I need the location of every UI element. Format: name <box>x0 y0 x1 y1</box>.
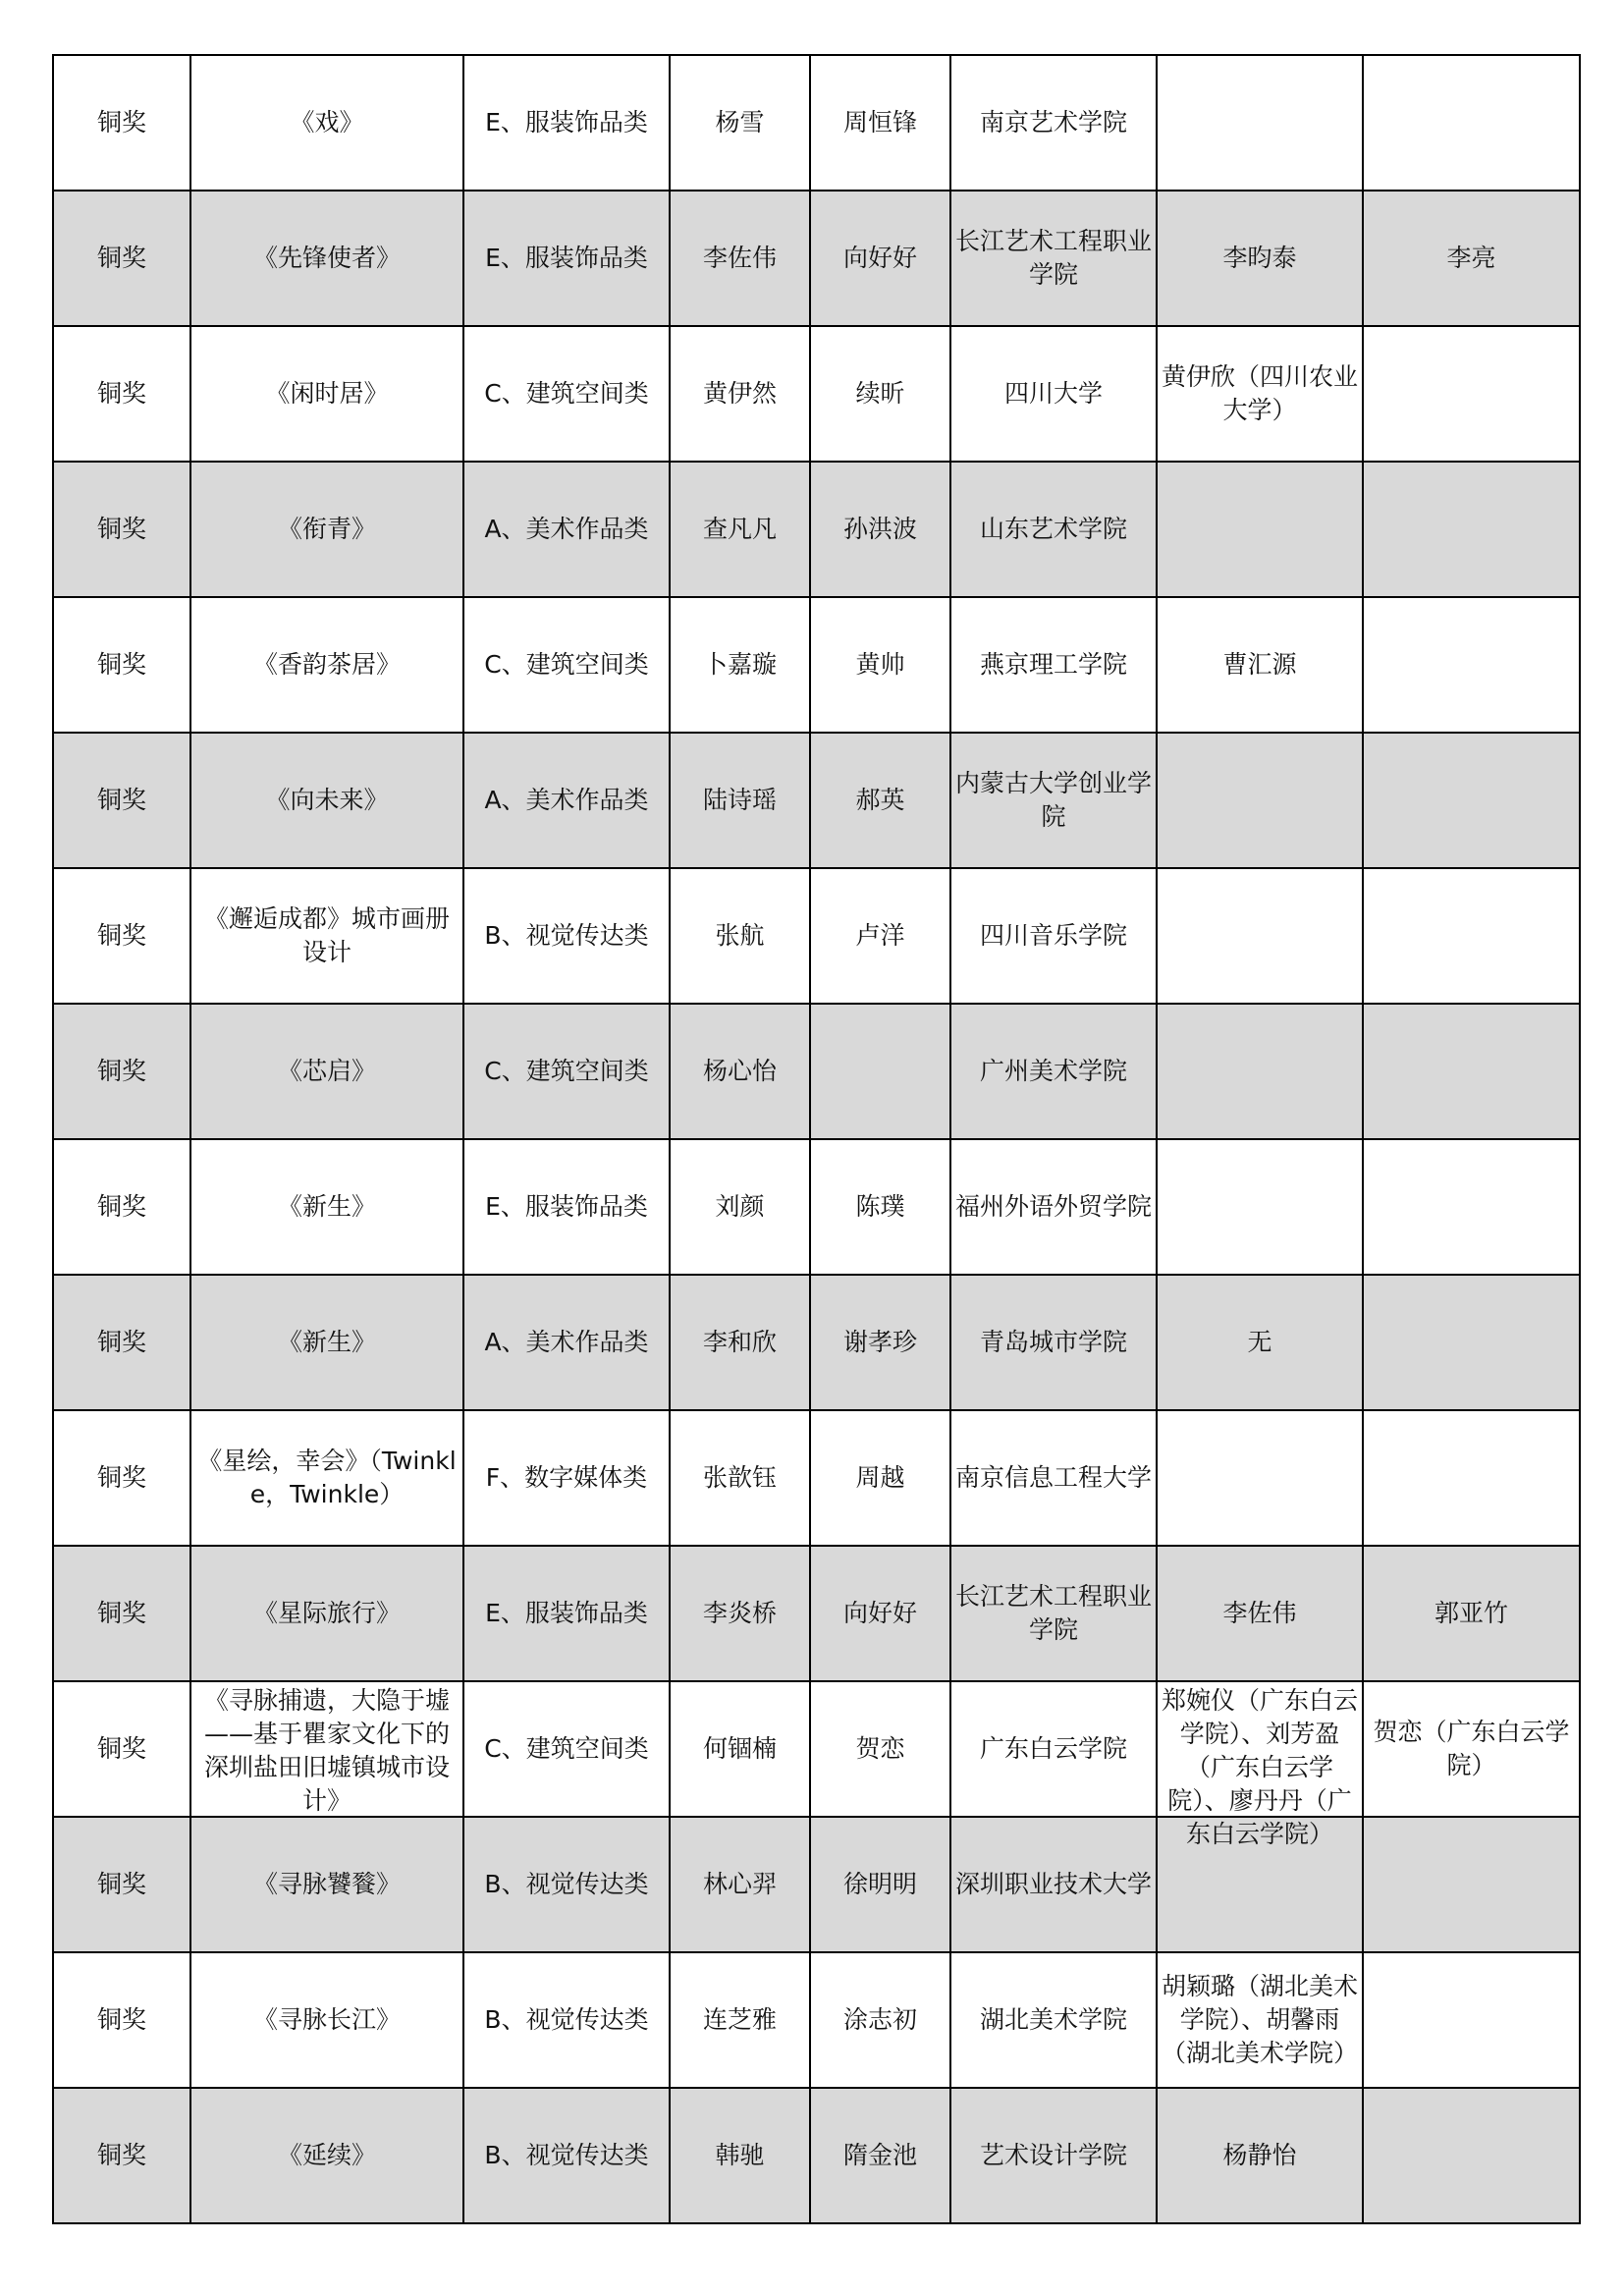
category-cell-text: B、视觉传达类 <box>484 2005 649 2034</box>
author-cell <box>670 597 810 733</box>
team-members-cell <box>1157 326 1363 462</box>
category-cell-text: B、视觉传达类 <box>484 2141 649 2169</box>
work-title-cell-text: 《寻脉长江》 <box>252 2005 401 2034</box>
extra-cell <box>1363 55 1580 191</box>
school-cell <box>950 326 1157 462</box>
team-members-cell <box>1157 55 1363 191</box>
extra-cell <box>1363 1817 1580 1952</box>
author-cell-text: 杨雪 <box>715 108 765 137</box>
award-cell <box>53 191 190 326</box>
team-members-cell <box>1157 1410 1363 1546</box>
work-title-cell-text: 《邂逅成都》城市画册设计 <box>203 904 450 966</box>
extra-cell <box>1363 462 1580 597</box>
advisor-cell-text: 黄帅 <box>855 650 905 679</box>
work-title-cell <box>190 1139 463 1275</box>
award-cell-text: 铜奖 <box>96 786 146 814</box>
author-cell <box>670 1546 810 1681</box>
work-title-cell-text: 《星际旅行》 <box>252 1599 401 1627</box>
team-members-cell <box>1157 1275 1363 1410</box>
advisor-cell-text: 卢洋 <box>855 921 905 950</box>
team-members-cell-text: 杨静怡 <box>1222 2141 1297 2169</box>
category-cell <box>463 597 670 733</box>
author-cell <box>670 326 810 462</box>
extra-cell-text: 郭亚竹 <box>1434 1599 1508 1627</box>
school-cell-text: 南京艺术学院 <box>979 108 1127 137</box>
advisor-cell <box>810 462 950 597</box>
school-cell-text: 四川大学 <box>1003 379 1103 408</box>
work-title-cell-text: 《先锋使者》 <box>252 244 401 272</box>
school-cell <box>950 1681 1157 1817</box>
table-row <box>53 1817 1580 1952</box>
table-row <box>53 868 1580 1004</box>
table-row <box>53 326 1580 462</box>
award-cell-text: 铜奖 <box>96 515 146 543</box>
work-title-cell <box>190 1410 463 1546</box>
advisor-cell <box>810 733 950 868</box>
advisor-cell <box>810 2088 950 2223</box>
advisor-cell <box>810 1410 950 1546</box>
advisor-cell-text: 续昕 <box>855 379 905 408</box>
school-cell <box>950 1275 1157 1410</box>
award-cell-text: 铜奖 <box>96 108 146 137</box>
extra-cell <box>1363 1952 1580 2088</box>
award-cell-text: 铜奖 <box>96 1328 146 1356</box>
advisor-cell <box>810 326 950 462</box>
category-cell-text: B、视觉传达类 <box>484 1870 649 1898</box>
work-title-cell <box>190 1681 463 1817</box>
author-cell-text: 李佐伟 <box>702 244 777 272</box>
award-cell <box>53 868 190 1004</box>
award-cell-text: 铜奖 <box>96 379 146 408</box>
work-title-cell-text: 《衔青》 <box>277 515 376 543</box>
category-cell-text: C、建筑空间类 <box>484 379 649 408</box>
category-cell <box>463 462 670 597</box>
award-cell-text: 铜奖 <box>96 1057 146 1085</box>
award-cell <box>53 55 190 191</box>
table-row <box>53 2088 1580 2223</box>
advisor-cell <box>810 1817 950 1952</box>
work-title-cell <box>190 868 463 1004</box>
school-cell <box>950 1004 1157 1139</box>
advisor-cell-text: 谢孝珍 <box>842 1328 917 1356</box>
work-title-cell <box>190 733 463 868</box>
award-cell <box>53 733 190 868</box>
school-cell-text: 燕京理工学院 <box>979 650 1127 679</box>
award-cell-text: 铜奖 <box>96 921 146 950</box>
award-cell <box>53 2088 190 2223</box>
school-cell-text: 四川音乐学院 <box>979 921 1127 950</box>
extra-cell <box>1363 1410 1580 1546</box>
advisor-cell <box>810 1139 950 1275</box>
work-title-cell-text: 《戏》 <box>290 108 364 137</box>
school-cell <box>950 1546 1157 1681</box>
school-cell <box>950 1139 1157 1275</box>
author-cell-text: 何锢楠 <box>702 1734 777 1763</box>
category-cell-text: A、美术作品类 <box>484 786 649 814</box>
category-cell-text: C、建筑空间类 <box>484 1734 649 1763</box>
author-cell-text: 李炎桥 <box>702 1599 777 1627</box>
award-cell <box>53 1817 190 1952</box>
work-title-cell-text: 《向未来》 <box>265 786 389 814</box>
team-members-cell-text: 无 <box>1247 1328 1272 1356</box>
team-members-cell-text: 曹汇源 <box>1222 650 1297 679</box>
author-cell <box>670 2088 810 2223</box>
work-title-cell-text: 《寻脉捕遗，大隐于墟——基于瞿家文化下的深圳盐田旧墟镇城市设计》 <box>203 1686 450 1815</box>
extra-cell <box>1363 597 1580 733</box>
author-cell <box>670 1681 810 1817</box>
extra-cell <box>1363 1139 1580 1275</box>
author-cell <box>670 1952 810 2088</box>
author-cell-text: 张歆钰 <box>702 1463 777 1492</box>
author-cell <box>670 1275 810 1410</box>
category-cell <box>463 1546 670 1681</box>
category-cell <box>463 733 670 868</box>
advisor-cell-text: 周越 <box>855 1463 905 1492</box>
work-title-cell-text: 《闲时居》 <box>265 379 389 408</box>
school-cell-text: 南京信息工程大学 <box>955 1463 1153 1492</box>
award-cell <box>53 1275 190 1410</box>
author-cell-text: 查凡凡 <box>702 515 777 543</box>
school-cell-text: 长江艺术工程职业学院 <box>955 227 1153 289</box>
category-cell <box>463 1004 670 1139</box>
category-cell <box>463 1681 670 1817</box>
extra-cell <box>1363 1004 1580 1139</box>
category-cell <box>463 1952 670 2088</box>
team-members-cell-text: 郑婉仪（广东白云学院）、刘芳盈（广东白云学院）、廖丹丹（广东白云学院） <box>1162 1686 1359 1848</box>
category-cell <box>463 55 670 191</box>
advisor-cell <box>810 868 950 1004</box>
category-cell-text: C、建筑空间类 <box>484 650 649 679</box>
work-title-cell-text: 《寻脉饕餮》 <box>252 1870 401 1898</box>
table-row <box>53 1410 1580 1546</box>
table-row <box>53 1681 1580 1817</box>
school-cell-text: 广州美术学院 <box>979 1057 1127 1085</box>
author-cell <box>670 55 810 191</box>
award-cell-text: 铜奖 <box>96 1463 146 1492</box>
team-members-cell <box>1157 2088 1363 2223</box>
category-cell <box>463 326 670 462</box>
category-cell <box>463 1275 670 1410</box>
work-title-cell <box>190 191 463 326</box>
team-members-cell <box>1157 1004 1363 1139</box>
team-members-cell <box>1157 1546 1363 1681</box>
award-cell-text: 铜奖 <box>96 244 146 272</box>
author-cell <box>670 733 810 868</box>
advisor-cell-text: 陈璞 <box>855 1192 905 1221</box>
advisor-cell-text: 贺恋 <box>855 1734 905 1763</box>
award-cell-text: 铜奖 <box>96 1599 146 1627</box>
category-cell-text: E、服装饰品类 <box>485 1192 648 1221</box>
school-cell <box>950 191 1157 326</box>
category-cell-text: B、视觉传达类 <box>484 921 649 950</box>
work-title-cell-text: 《延续》 <box>277 2141 376 2169</box>
award-cell <box>53 462 190 597</box>
award-cell <box>53 1546 190 1681</box>
extra-cell <box>1363 1681 1580 1817</box>
author-cell <box>670 1817 810 1952</box>
team-members-cell-text: 李佐伟 <box>1222 1599 1297 1627</box>
table-row <box>53 597 1580 733</box>
table-row <box>53 733 1580 868</box>
award-cell-text: 铜奖 <box>96 650 146 679</box>
school-cell-text: 湖北美术学院 <box>979 2005 1127 2034</box>
work-title-cell-text: 《新生》 <box>277 1192 376 1221</box>
advisor-cell <box>810 1952 950 2088</box>
author-cell <box>670 191 810 326</box>
category-cell <box>463 868 670 1004</box>
category-cell-text: C、建筑空间类 <box>484 1057 649 1085</box>
author-cell-text: 连芝雅 <box>702 2005 777 2034</box>
category-cell-text: F、数字媒体类 <box>485 1463 648 1492</box>
table-row <box>53 1004 1580 1139</box>
extra-cell <box>1363 2088 1580 2223</box>
school-cell-text: 内蒙古大学创业学院 <box>955 769 1153 831</box>
team-members-cell <box>1157 1952 1363 2088</box>
award-cell <box>53 1681 190 1817</box>
team-members-cell <box>1157 868 1363 1004</box>
table-row <box>53 1139 1580 1275</box>
work-title-cell <box>190 326 463 462</box>
work-title-cell-text: 《香韵茶居》 <box>252 650 401 679</box>
work-title-cell-text: 《新生》 <box>277 1328 376 1356</box>
author-cell-text: 杨心怡 <box>702 1057 777 1085</box>
author-cell-text: 刘颜 <box>715 1192 765 1221</box>
work-title-cell <box>190 1952 463 2088</box>
school-cell <box>950 1817 1157 1952</box>
advisor-cell <box>810 55 950 191</box>
extra-cell <box>1363 191 1580 326</box>
advisor-cell-text: 涂志初 <box>842 2005 917 2034</box>
author-cell-text: 张航 <box>715 921 765 950</box>
school-cell-text: 山东艺术学院 <box>979 515 1127 543</box>
category-cell-text: A、美术作品类 <box>484 1328 649 1356</box>
table-row <box>53 191 1580 326</box>
team-members-cell-text: 胡颖璐（湖北美术学院）、胡馨雨（湖北美术学院） <box>1162 1972 1359 2067</box>
advisor-cell-text: 孙洪波 <box>842 515 917 543</box>
school-cell-text: 福州外语外贸学院 <box>955 1192 1153 1221</box>
award-cell <box>53 326 190 462</box>
author-cell <box>670 1004 810 1139</box>
school-cell <box>950 462 1157 597</box>
team-members-cell <box>1157 1681 1363 1848</box>
work-title-cell <box>190 55 463 191</box>
author-cell <box>670 1410 810 1546</box>
award-cell <box>53 1952 190 2088</box>
table-row <box>53 55 1580 191</box>
advisor-cell-text: 向好好 <box>842 244 917 272</box>
work-title-cell <box>190 1275 463 1410</box>
work-title-cell-text: 《芯启》 <box>277 1057 376 1085</box>
table-row <box>53 1275 1580 1410</box>
award-table <box>52 54 1581 2224</box>
work-title-cell <box>190 1817 463 1952</box>
author-cell <box>670 868 810 1004</box>
team-members-cell-text: 黄伊欣（四川农业大学） <box>1162 362 1359 424</box>
table-row <box>53 462 1580 597</box>
school-cell <box>950 597 1157 733</box>
team-members-cell <box>1157 597 1363 733</box>
category-cell <box>463 2088 670 2223</box>
category-cell <box>463 1139 670 1275</box>
school-cell <box>950 868 1157 1004</box>
extra-cell <box>1363 1275 1580 1410</box>
category-cell-text: E、服装饰品类 <box>485 108 648 137</box>
advisor-cell-text: 隋金池 <box>842 2141 917 2169</box>
category-cell-text: E、服装饰品类 <box>485 244 648 272</box>
work-title-cell <box>190 597 463 733</box>
extra-cell-text: 李亮 <box>1446 244 1496 272</box>
extra-cell <box>1363 326 1580 462</box>
advisor-cell-text: 向好好 <box>842 1599 917 1627</box>
advisor-cell <box>810 1275 950 1410</box>
work-title-cell <box>190 1546 463 1681</box>
school-cell-text: 广东白云学院 <box>979 1734 1127 1763</box>
school-cell <box>950 55 1157 191</box>
advisor-cell-text: 郝英 <box>855 786 905 814</box>
table-body <box>53 55 1580 2223</box>
category-cell <box>463 1410 670 1546</box>
award-cell <box>53 1139 190 1275</box>
work-title-cell <box>190 2088 463 2223</box>
team-members-cell <box>1157 733 1363 868</box>
school-cell <box>950 2088 1157 2223</box>
author-cell-text: 卜嘉璇 <box>702 650 777 679</box>
author-cell-text: 陆诗瑶 <box>702 786 777 814</box>
author-cell <box>670 462 810 597</box>
award-cell-text: 铜奖 <box>96 1192 146 1221</box>
school-cell <box>950 1952 1157 2088</box>
team-members-cell <box>1157 1139 1363 1275</box>
author-cell-text: 林心羿 <box>702 1870 777 1898</box>
school-cell-text: 艺术设计学院 <box>979 2141 1127 2169</box>
category-cell <box>463 1817 670 1952</box>
award-cell-text: 铜奖 <box>96 2005 146 2034</box>
advisor-cell <box>810 191 950 326</box>
extra-cell <box>1363 868 1580 1004</box>
category-cell-text: A、美术作品类 <box>484 515 649 543</box>
award-cell-text: 铜奖 <box>96 1734 146 1763</box>
author-cell <box>670 1139 810 1275</box>
advisor-cell-text: 周恒锋 <box>842 108 917 137</box>
advisor-cell-text: 徐明明 <box>842 1870 917 1898</box>
school-cell-text: 青岛城市学院 <box>979 1328 1127 1356</box>
advisor-cell <box>810 597 950 733</box>
award-cell <box>53 1410 190 1546</box>
table-row <box>53 1952 1580 2088</box>
team-members-cell-text: 李昀泰 <box>1222 244 1297 272</box>
extra-cell-text: 贺恋（广东白云学院） <box>1373 1718 1570 1779</box>
work-title-cell <box>190 462 463 597</box>
extra-cell <box>1363 1546 1580 1681</box>
work-title-cell <box>190 1004 463 1139</box>
category-cell-text: E、服装饰品类 <box>485 1599 648 1627</box>
award-cell-text: 铜奖 <box>96 2141 146 2169</box>
category-cell <box>463 191 670 326</box>
school-cell <box>950 1410 1157 1546</box>
school-cell-text: 长江艺术工程职业学院 <box>955 1582 1153 1644</box>
team-members-cell <box>1157 462 1363 597</box>
school-cell-text: 深圳职业技术大学 <box>955 1870 1153 1898</box>
award-cell-text: 铜奖 <box>96 1870 146 1898</box>
award-cell <box>53 1004 190 1139</box>
extra-cell <box>1363 733 1580 868</box>
author-cell-text: 韩驰 <box>715 2141 765 2169</box>
advisor-cell <box>810 1004 950 1139</box>
school-cell <box>950 733 1157 868</box>
work-title-cell-text: 《星绘，幸会》（Twinkle，Twinkle） <box>197 1447 457 1508</box>
author-cell-text: 李和欣 <box>702 1328 777 1356</box>
table-row <box>53 1546 1580 1681</box>
team-members-cell <box>1157 191 1363 326</box>
advisor-cell <box>810 1546 950 1681</box>
author-cell-text: 黄伊然 <box>702 379 777 408</box>
advisor-cell <box>810 1681 950 1817</box>
award-cell <box>53 597 190 733</box>
